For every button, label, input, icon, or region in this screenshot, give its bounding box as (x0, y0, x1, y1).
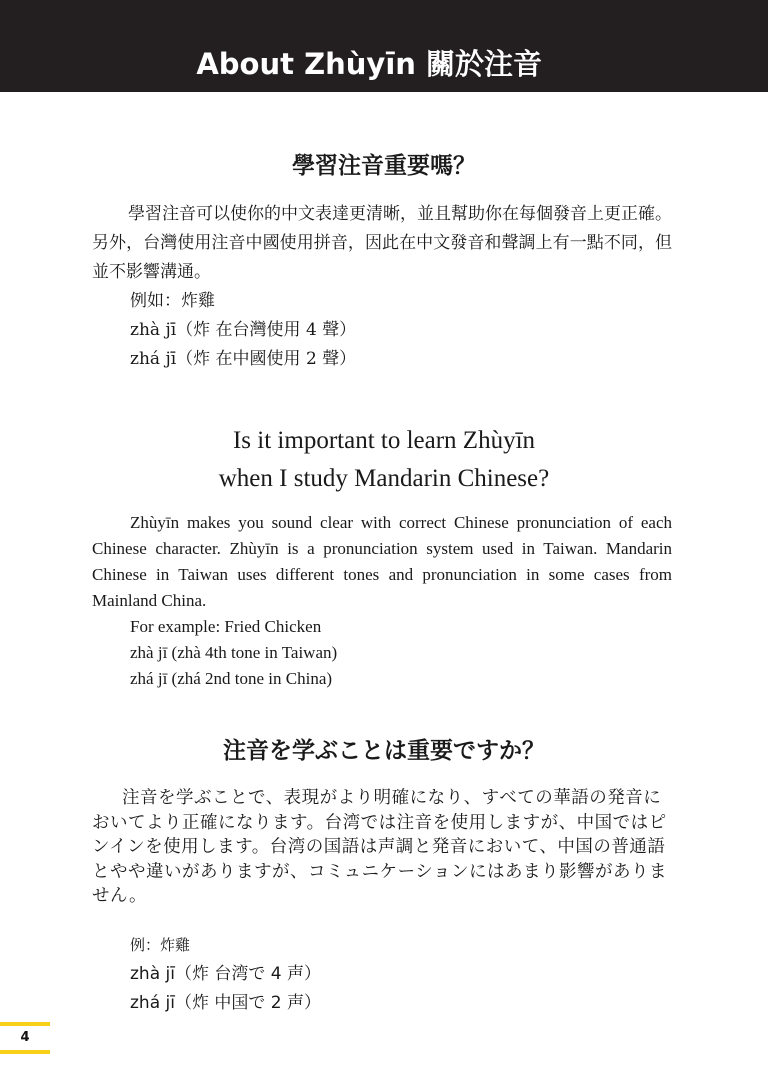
example-label-ja: 例：炸雞 (130, 936, 191, 954)
section-body-ja (92, 786, 672, 909)
example-2-ja: zhá jī（炸 中国で 2 声） (130, 993, 321, 1013)
paragraph-zh: 學習注音可以使你的中文表達更清晰，並且幫助你在每個發音上更正確。另外，台灣使用注音中國使用拼音，因此在中文發音和聲調上有一點不同，但並不影響溝通。 (92, 204, 672, 282)
section-heading-zh: 學習注音重要嗎？ (292, 152, 476, 179)
section-body-zh (92, 200, 672, 374)
page-title: About Zhùyīn 關於注音 (196, 47, 542, 81)
section-heading-en (0, 422, 768, 498)
page-number: 4 (20, 1030, 30, 1045)
paragraph-en: Zhùyīn makes you sound clear with correct Chinese pronunciation of each Chinese character. Zhùyīn is a pronunciation system used in Taiwan. Mandarin Chinese in Taiwan uses different tones and pronunciation in some cases from Mainland China. (92, 513, 672, 610)
example-label-zh: 例如：炸雞 (130, 291, 215, 311)
example-2-zh: zhá jī（炸 在中國使用 2 聲） (130, 349, 357, 369)
paragraph-ja: 注音を学ぶことで、表現がより明確になり、すべての華語の発音においてより正確になります。台湾では注音を使用しますが、中国ではピンインを使用します。台湾の国語は声調と発音において、中国の普通語とやや違いがありますが、コミュニケーションにはあまり影響がありません。 (92, 788, 667, 906)
examples-ja (130, 930, 321, 1018)
heading-en-line2: when I study Mandarin Chinese? (218, 465, 550, 492)
heading-en-line1: Is it important to learn Zhùyīn (232, 427, 536, 454)
section-heading-ja: 注音を学ぶことは重要ですか？ (223, 737, 545, 764)
section-body-en (92, 510, 672, 692)
example-label-en: For example: Fried Chicken (130, 617, 322, 636)
example-2-en: zhá jī (zhá 2nd tone in China) (130, 669, 333, 688)
example-1-zh: zhà jī（炸 在台灣使用 4 聲） (130, 320, 357, 340)
example-1-en: zhà jī (zhà 4th tone in Taiwan) (130, 643, 338, 662)
example-1-ja: zhà jī（炸 台湾で 4 声） (130, 964, 321, 984)
